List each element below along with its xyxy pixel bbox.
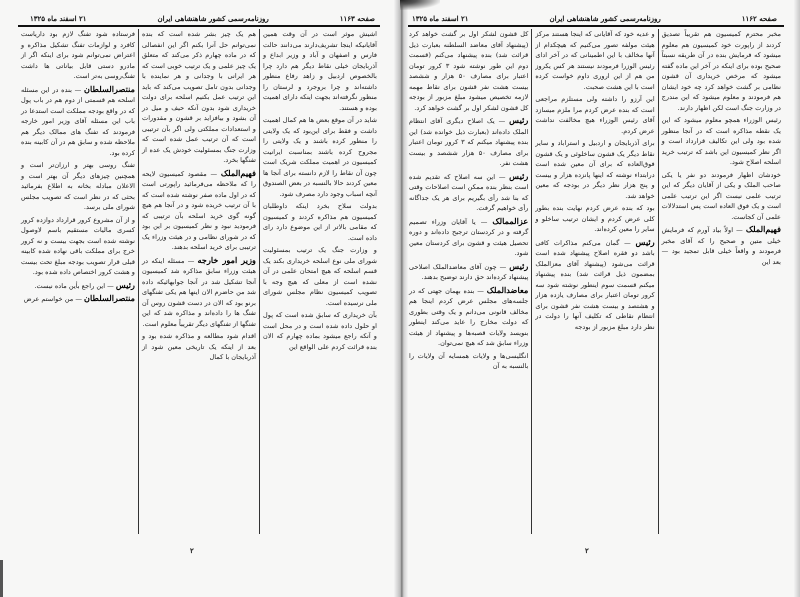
speech-paragraph [662,224,781,267]
left-page-column-2 [139,29,260,534]
paragraph: هم یک چیز بشر شده است که بنده نمی‌توانم حل آنرا بکنم اگر این انفصالی که در ماده چهارم ذکر می‌کند که متعلق یک چیز علمی و یک ترتیب خوبی است که هر ایرانی با وجدانی و هر نماینده با وجدانی بدون تامل تصویب می‌کند که باید این ترتیب عمل بکنیم اسلحه برای دولت خریداری شود بدون آنکه حیف و میل در آن بشود و بیافزاید بر قشون و مقدورات و استعدادات مملکتی ولی اگر بآن ترتیبی است که آن ترتیب عمل شده است که وزارت جنگ بمسئولیت خودش یک عده از تفنگها بخرد. [142,30,256,164]
left-page-header [30,12,375,24]
speaker-name: فهیم‌الملک [745,224,781,234]
left-page-date: ۲۱ اسفند ماه ۱۳۲۵ [30,13,87,23]
paragraph: تفنگ روسی بهتر و ارزان‌تر است و همچنین چیزهای دیگر آن بهتر است و الاعلان مبادله بخانه به اطلاع بفرمائید بحثی که در نظر است که تصویب مجلس شورای ملی برسد. [21,161,135,211]
speech-text: — چون آقای معاضدالملک اصلاحی پیشنهاد کرده‌اند حق دارند توضیح بدهند. [409,262,529,281]
speech-text: — این راجع بأین ماده نیست. [34,281,114,290]
speech-text: — مسئله اینکه در هیئت وزراء سابق مذاکره شد کمیسیون آنجا تشکیل شد در آنجا جوابهائیکه داده شد من حاضرم الان اینها هم یکی تفنگهای برنو بود که الان در دست قشون روس آن تفنگ ها را داده‌اند و مذاکره شد که این تفنگها از تفنگهای دیگر تقریباً معلوم است. [142,256,256,328]
speech-text: — این سه اصلاح که تقدیم شده است بنظر بنده ممکن است اصلاحات وقتی که بنا شد رأی بگیریم برای هر یک جداگانه رأی خواهیم گرفت. [409,172,529,212]
paragraph: فرستاده شود تفنگ لازم بود داریاست کافرد و لوازمات تفنگ تشکیل مذاکره و اعتراض نمی‌توانم شود برای اینکه اگر از مادرو دستی قابل بیاناتی ها داشت تفنگ‌روسی به‌تر است. [21,30,135,80]
paragraph: بآن خریداری که سابق شده است که پول او حلول داده شده است و در محل است و آنکه راجع میشود بماده چهارم که الان بنده قرائت کردم علی الواقع این [263,311,377,351]
speech-text: — اولاً بیاد آورم که فرمایش خیلی متین و صحیح را که آقای مخبر فرمودند و واقعاً خیلی قابل تمجید بود — بعد این [661,226,781,266]
right-page-column-2 [532,29,658,534]
speech-paragraph [21,280,135,292]
scan-edge-shadow [794,0,800,597]
speech-paragraph [535,237,654,333]
left-page-column-1 [260,29,380,534]
paragraph: انگلیسی‌ها و ولایات همسایه آن ولایات را بالنسبه به آن [409,351,529,370]
paragraph: اشیش موثر است در آن وقت همین آقایانیکه اینجا تشریف‌دارند می‌دانند حالت فارس و اصفهان و آباد و وزیر ابداع و آذربایجان خیلی نقاط دیگر هم دارد چرا بالخصوص اردبیل و زاهد رفاع منظور داشته‌اند و چرا بروجرد و لرستان را منظور نگرفته‌اند بجهت اینکه دارای اهمیت بوده و هستند. [263,30,377,112]
speech-paragraph [409,285,528,349]
speech-text: — بنده بهمان جهتی که در جلسه‌های مجلس عرض کردم اینجا هم مخالف قانونی می‌دانم و یک وقتی بطوری که دولت مخارج را عاید می‌کند اینطور بنویسد ولایات قصبه‌ها و پیشنهاد از هیئت وزراء سابق شد که هیچ نمی‌توان. [409,286,529,347]
paragraph: و از آن مشروع کرور قرارداد دوازده کرور کسری مالیات مستقیم باسم لاوصول نوشته شده است بجهت بیست و نه کرور خرج برای مملکت باقی نهاده شده کابینه قبلی قرار تصویب بودجه مبلغ تحت بیست و هشت کرور اختصاص داده شده بود. [21,215,135,276]
speech-text: — مقصود کمیسیون لایحه را که ملاحظه می‌فرمائید راپورتی است که در اول ماده صفر نوشته شده است که با آن ترتیب خریده شود و در آنجا هم هیچ گونه گوی خرید اسلحه بآن ترتیبی که فرمودید نبود و نظر کمیسیون بر این بود که در شورای نظامی و در هیئت وزراء یک ترتیبی برای خرید اسلحه بدهند. [142,169,256,251]
paragraph: برای آذربایجان و اردبیل و استراباد و سایر نقاط دیگر یک قشون ساخلوئی و یک قشون فوق‌العاده که برای آن معین شده است درابتداء نوشته که اینها پانزده هزار و بیست و پنج هزار نظر دیگر در بودجه که معین خواهد شد. [535,139,655,200]
speech-text: — بنده در این مسئله اسلحه هم قسمتی از دوم هم در باب پول که در واقع بودجه مملکت است استدعا در باب این مسئله آقای وزیر امور خارجه فرمودند که تفنگ های ممالک دیگر هم ملاحظه شده و سابق هم در آن کابینه بنده کرده بود. [21,85,135,157]
right-page-column-3 [406,29,532,534]
speech-paragraph [409,171,528,214]
speaker-name: فهیم‌الملک [220,167,256,178]
speaker-name: وزیر امور خارجه [197,254,256,265]
speaker-name: رئیس [509,115,529,125]
speaker-name: منتصرالسلطان [84,293,135,303]
right-page-date: ۲۱ اسفند ماه ۱۳۲۵ [412,13,469,23]
speaker-name: رئیس [509,170,529,181]
speaker-name: عزالممالک [492,215,529,226]
speech-paragraph [21,84,135,159]
speech-text: — یک اصلاح دیگری آقای انتظام الملک داده‌اند (بعبارت ذیل خوانده شد) این بنده پیشنهاد میکنم که ۳ کرور تومان اعتبار برای مصارف ۵۰ هزار ششصد و بیست هشت نفر. [409,117,529,167]
speaker-name: رئیس [635,236,655,247]
paragraph: بدولت سلاح بخرد اینکه داوطلبان کمیسیون هم مذاکره کردند و کمیسیون که مقامی بالاتر از این موضوع دارد رای داده است. [263,202,377,242]
right-page-number: ۲ [585,546,589,555]
speech-text: — یا آقایان وزراء تصمیم گرفته و در کردستان ترجیح داده‌اند و دوره تحصیل هیئت و قشون برای کردستان معین شود. [409,217,529,257]
left-page-column-3 [18,29,139,534]
right-page-publication-title: روزنامه‌رسمی کشور شاهنشاهی ایران [549,13,661,23]
right-page [400,0,800,597]
paragraph: این آرزو را داشته ولی مستلزم مراجعی است که بنده عرض کردم مرا ملزم میسازد آقای رئیس الوزراء هیچ مخالفت نداشت عرض کردم. [535,95,655,135]
paragraph: و وزارت جنگ یک ترتیب بمسئولیت شورای ملی نوع اسلحه خریداری بکند یک قسم اسلحه که هیچ امتحان علمی در آن نشده است از معلی که هیچ وجه با تصویب کمیسیون نظام مجلس شورای ملی نرسیده است. [263,246,377,307]
right-page-header [412,12,777,24]
speech-paragraph [409,216,528,259]
speaker-name: معاضدالملک [486,284,529,295]
speech-text: — من خواستم عرض [23,295,82,303]
paragraph: و عدیه خود که آقایانی که اینجا هستند مرکز هیئت مولفه تصور می‌کنیم که هیچکدام از آنها مخالف با این اطمینانی که در آخر ادای رئیس الوزرا فرمودند نیستند هر کس یکروز من هم از این اروری داوم خواست کرده است با این هشت صحبت. [535,30,655,91]
paragraph: اقدام شود مطالعه و مذاکره شده بود و بعد از اینکه یک تاریخی معین شود از آذربایجان با کمال [142,332,256,361]
left-page-label: صفحه ۱۱۶۳ [339,13,375,23]
paragraph: رئیس الوزراء همچو معلوم میشود که این یک نقطه مذاکره است که در آنجا منظور شده بود ولی این تکالیف قرارداد است و اگر نظر کمیسیون این باشد که ترتیب خرید اسلحه اصلاح شود. [661,116,781,166]
paragraph: مخبر محترم کمیسیون هم تقریباً تصدیق کردند از راپورت خود کمیسیون هم معلوم میشود که فرمایش بنده در آن طریقه نسبتاً صحیح بوده برای اینکه در آخر این ماده گفته میشود که مرخص خریداری آن قشون نظامی بر گشت خواهد کرد چه خود ایشان هم فرمودند و معلوم میشود که این مندرج در وزارت جنگ است لکن اظهار دارند. [661,30,781,112]
speech-text: — گمان می‌کنم مذاکرات کافی باشد دو فقره اصلاح پیشنهاد شده است قرائت می‌شود (پیشنهاد آقای معزالملک بمضمون ذیل قرائت شد) بنده پیشنهاد میکنم قسمت سوم اینطور نوشته شود سه کرور تومان اعتبار برای مصارف یازده هزار و هشتصد و بیست هشت نفر قشون برای انتظام نقاطی که تکلیف آنها را دولت در نظر دارد مبلغ مزبور از بودجه [535,238,655,331]
right-page-label: صفحه ۱۱۶۲ [741,13,777,23]
speaker-name: رئیس [509,260,529,271]
left-page-number: ۲ [190,546,194,555]
paragraph: شاید در آن موقع بعض ها هم کمال اهمیت داشت و فقط برای این‌بود که یک ولایتی را منظور کرده باشند و یک ولایتی را مجروح کرده باشند بمناسبت ایرانیت کمیسیون در اهمیت مملکت شریک است چون آن نقاط را لازم دانسته برای آنجا ها معین کردند حالا بالنسبه در بعض الصندوق آنچه اسباب وجود دارد مصرف شود. [263,116,377,198]
speaker-name: منتصرالسلطان [84,83,135,94]
right-page-columns [406,29,784,534]
speech-paragraph [409,115,528,169]
left-header-rule [18,25,380,27]
speech-paragraph [142,255,256,330]
scan-corner-shadow [400,0,440,10]
paragraph: خودشان اظهار فرمودند دو نفر یا یکی صاحب الملک و یکی از آقایان دیگر که این ترتیب علمی نیست اگر این ترتیب علمی است و یک فوق العاده است پس استدلالات علمی آن کجاست. [661,170,781,221]
left-page-columns [18,29,380,534]
paragraph: کل قشون لشکر اول بر گشت خواهد کرد (پیشنهاد آقای معاضد السلطنه بعبارت ذیل قرائت شد) بنده پیشنهاد می‌کنم (قسمت دوم این طور نوشته شود ۳ کرور تومان اعتبار برای مصارف ۵۰ هزار و ششصد بیست هشت نفر قشون برای نقاط مهمه لازمه تخصیص میشود مبلغ مزبور از بودجه کل قشون لشکر اول بر گشت خواهد کرد. [409,30,529,112]
speech-paragraph [142,168,256,253]
paragraph: بود که بنده عرض کردم نهایت بنده بطور کلی عرض کردم و ایشان ترتیب ساخلو و سایر را معین کرده‌اند. [535,204,655,233]
speech-paragraph [409,261,528,283]
speech-paragraph [21,293,135,305]
speaker-name: رئیس [115,279,135,290]
scan-edge-shadow [0,560,3,597]
right-header-rule [406,25,784,27]
left-page-publication-title: روزنامه‌رسمی کشور شاهنشاهی ایران [157,13,269,23]
right-page-column-1 [659,29,784,534]
book-gutter [394,0,408,597]
